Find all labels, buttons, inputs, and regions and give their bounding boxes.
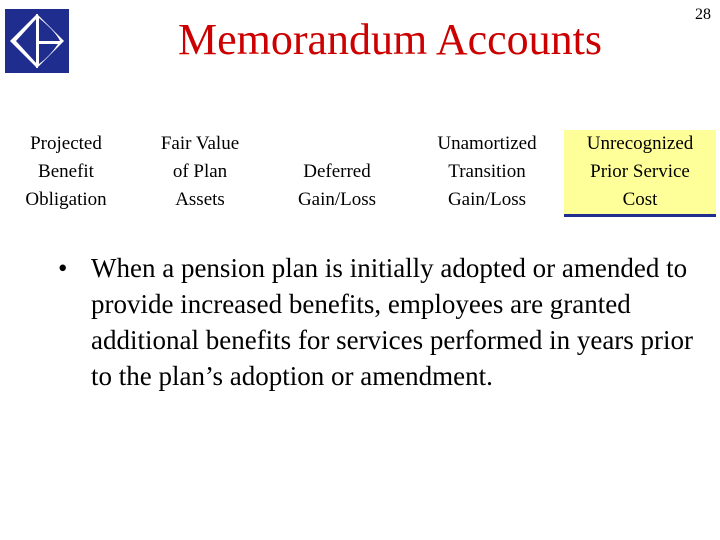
account-projected-benefit-obligation: Projected Benefit Obligation [25, 133, 107, 210]
bullet-dot-icon: • [58, 253, 68, 283]
bullet-list [58, 250, 698, 394]
account-fair-value-plan-assets: Fair Value of Plan Assets [160, 133, 240, 210]
account-unrecognized-prior-service-cost: Unrecognized Prior Service Cost [564, 130, 716, 217]
page-number: 28 [695, 6, 711, 23]
memorandum-accounts-row [0, 130, 720, 220]
slide-title: Memorandum Accounts [177, 15, 603, 64]
account-deferred-gain-loss: Deferred Gain/Loss [297, 161, 377, 210]
account-unamortized-transition-gain-loss: Unamortized Transition Gain/Loss [437, 133, 537, 210]
bullet-item [58, 250, 698, 394]
bullet-text: When a pension plan is initially adopted or amended to provide increased benefits, employees are granted additional benefits for services performed in years prior to the plan’s adoption or amendment. [91, 253, 694, 391]
